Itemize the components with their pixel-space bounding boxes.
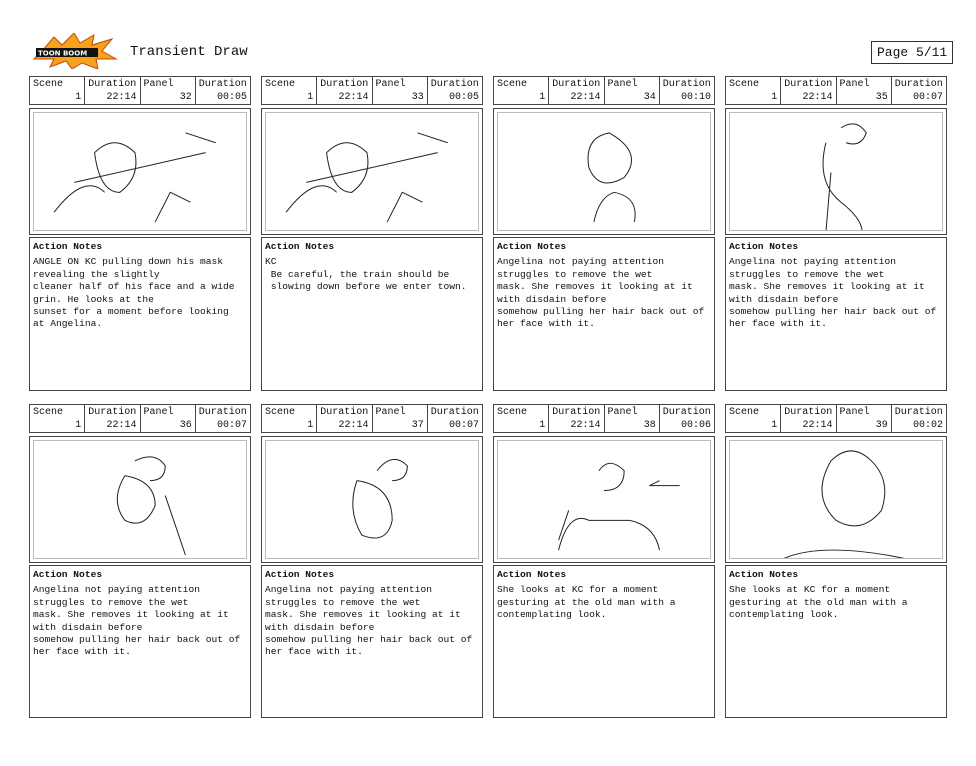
scene-label: Scene <box>265 79 296 90</box>
scene-duration-label: Duration <box>320 79 369 90</box>
panel-sketch <box>725 108 947 235</box>
scene-duration-value: 22:14 <box>570 92 601 103</box>
sketch-drawing <box>498 441 710 558</box>
panel-duration-label: Duration <box>662 407 711 418</box>
panel-duration-value: 00:06 <box>680 420 711 431</box>
scene-duration-label: Duration <box>784 79 833 90</box>
panel-label: Panel <box>607 79 638 90</box>
scene-value: 1 <box>771 92 778 103</box>
action-notes-text: She looks at KC for a moment gesturing at the old man with a contemplating look. <box>729 584 908 621</box>
action-notes-heading: Action Notes <box>265 241 335 252</box>
action-notes <box>29 237 251 391</box>
panel-duration-label: Duration <box>894 79 943 90</box>
scene-duration-label: Duration <box>552 407 601 418</box>
scene-duration-label: Duration <box>784 407 833 418</box>
project-title: Transient Draw <box>130 44 248 60</box>
storyboard-panel-35 <box>725 76 947 391</box>
action-notes <box>493 237 715 391</box>
panel-header <box>261 76 483 105</box>
svg-text:TOON BOOM: TOON BOOM <box>38 49 88 58</box>
scene-duration-value: 22:14 <box>338 92 369 103</box>
scene-label: Scene <box>33 407 64 418</box>
scene-duration-label: Duration <box>88 407 137 418</box>
panel-label: Panel <box>143 79 174 90</box>
panel-header <box>725 76 947 105</box>
panel-value: 39 <box>875 420 888 431</box>
panel-header <box>261 404 483 433</box>
sketch-drawing <box>498 113 710 230</box>
scene-label: Scene <box>265 407 296 418</box>
panel-header <box>493 76 715 105</box>
panel-sketch <box>29 108 251 235</box>
sketch-drawing <box>266 113 478 230</box>
scene-duration-label: Duration <box>320 407 369 418</box>
panel-value: 35 <box>875 92 888 103</box>
scene-duration-value: 22:14 <box>802 92 833 103</box>
panel-label: Panel <box>375 407 406 418</box>
action-notes-text: Angelina not paying attention struggles to remove the wet mask. She removes it looking at it with disdain before somehow pulling her hair back out of her face with it. <box>729 256 937 330</box>
panel-label: Panel <box>375 79 406 90</box>
panel-sketch <box>493 436 715 563</box>
panel-label: Panel <box>607 407 638 418</box>
action-notes-heading: Action Notes <box>729 569 799 580</box>
action-notes-heading: Action Notes <box>497 569 567 580</box>
panel-duration-label: Duration <box>198 407 247 418</box>
panel-header <box>493 404 715 433</box>
panel-duration-value: 00:02 <box>912 420 943 431</box>
scene-value: 1 <box>75 420 82 431</box>
sketch-drawing <box>34 113 246 230</box>
panel-duration-value: 00:07 <box>216 420 247 431</box>
action-notes-text: ANGLE ON KC pulling down his mask revealing the slightly cleaner half of his face and a wide grin. He looks at the sunset for a moment before looking at Angelina. <box>33 256 235 330</box>
action-notes-text: Angelina not paying attention struggles to remove the wet mask. She removes it looking at it with disdain before somehow pulling her hair back out of her face with it. <box>33 584 241 658</box>
scene-value: 1 <box>307 92 314 103</box>
panel-sketch <box>493 108 715 235</box>
scene-duration-label: Duration <box>88 79 137 90</box>
panel-duration-value: 00:07 <box>448 420 479 431</box>
panel-value: 37 <box>411 420 424 431</box>
storyboard-panel-33 <box>261 76 483 391</box>
action-notes-text: Angelina not paying attention struggles to remove the wet mask. She removes it looking at it with disdain before somehow pulling her hair back out of her face with it. <box>265 584 473 658</box>
action-notes-heading: Action Notes <box>729 241 799 252</box>
scene-value: 1 <box>539 92 546 103</box>
scene-duration-label: Duration <box>552 79 601 90</box>
panel-duration-label: Duration <box>662 79 711 90</box>
panel-value: 32 <box>179 92 192 103</box>
sketch-drawing <box>266 441 478 558</box>
action-notes <box>29 565 251 718</box>
action-notes <box>261 237 483 391</box>
scene-label: Scene <box>497 407 528 418</box>
action-notes-heading: Action Notes <box>265 569 335 580</box>
panel-duration-value: 00:10 <box>680 92 711 103</box>
scene-label: Scene <box>497 79 528 90</box>
scene-value: 1 <box>75 92 82 103</box>
storyboard-panel-37 <box>261 404 483 718</box>
action-notes-heading: Action Notes <box>33 241 103 252</box>
panel-duration-value: 00:07 <box>912 92 943 103</box>
panel-sketch <box>261 108 483 235</box>
panel-sketch <box>261 436 483 563</box>
storyboard-panel-39 <box>725 404 947 718</box>
panel-value: 36 <box>179 420 192 431</box>
storyboard-panel-32 <box>29 76 251 391</box>
panel-label: Panel <box>839 407 870 418</box>
panel-label: Panel <box>143 407 174 418</box>
action-notes <box>725 565 947 718</box>
panel-duration-label: Duration <box>894 407 943 418</box>
scene-duration-value: 22:14 <box>802 420 833 431</box>
scene-duration-value: 22:14 <box>106 92 137 103</box>
panel-value: 38 <box>643 420 656 431</box>
sketch-drawing <box>730 441 942 558</box>
scene-duration-value: 22:14 <box>338 420 369 431</box>
action-notes-text: KC Be careful, the train should be slowing down before we enter town. <box>265 256 467 293</box>
panel-duration-value: 00:05 <box>216 92 247 103</box>
scene-duration-value: 22:14 <box>106 420 137 431</box>
panel-duration-value: 00:05 <box>448 92 479 103</box>
storyboard-panel-38 <box>493 404 715 718</box>
panel-value: 33 <box>411 92 424 103</box>
storyboard-panel-36 <box>29 404 251 718</box>
scene-label: Scene <box>729 79 760 90</box>
scene-duration-value: 22:14 <box>570 420 601 431</box>
page-number: Page 5/11 <box>871 41 953 64</box>
panel-header <box>725 404 947 433</box>
scene-value: 1 <box>771 420 778 431</box>
action-notes <box>261 565 483 718</box>
panel-duration-label: Duration <box>430 79 479 90</box>
panel-sketch <box>29 436 251 563</box>
toon-boom-logo <box>32 33 118 69</box>
action-notes <box>725 237 947 391</box>
action-notes-heading: Action Notes <box>497 241 567 252</box>
panel-value: 34 <box>643 92 656 103</box>
sketch-drawing <box>730 113 942 230</box>
storyboard-panel-34 <box>493 76 715 391</box>
scene-label: Scene <box>33 79 64 90</box>
panel-header <box>29 76 251 105</box>
action-notes-text: She looks at KC for a moment gesturing at the old man with a contemplating look. <box>497 584 676 621</box>
scene-value: 1 <box>307 420 314 431</box>
scene-label: Scene <box>729 407 760 418</box>
sketch-drawing <box>34 441 246 558</box>
panel-header <box>29 404 251 433</box>
panel-duration-label: Duration <box>198 79 247 90</box>
action-notes-text: Angelina not paying attention struggles to remove the wet mask. She removes it looking at it with disdain before somehow pulling her hair back out of her face with it. <box>497 256 705 330</box>
action-notes <box>493 565 715 718</box>
action-notes-heading: Action Notes <box>33 569 103 580</box>
scene-value: 1 <box>539 420 546 431</box>
panel-duration-label: Duration <box>430 407 479 418</box>
panel-label: Panel <box>839 79 870 90</box>
panel-sketch <box>725 436 947 563</box>
